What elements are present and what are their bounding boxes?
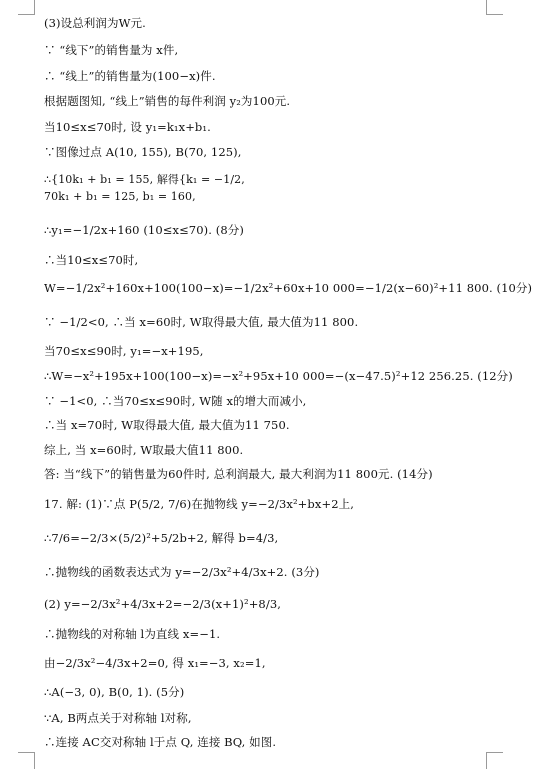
solution-line: ∴抛物线的对称轴 l为直线 x=−1.	[44, 627, 221, 641]
page-corner-mark	[18, 0, 35, 15]
solution-line: ∴ “线上”的销售量为(100−x)件.	[44, 69, 216, 83]
solution-line: ∵ “线下”的销售量为 x件,	[44, 43, 179, 57]
solution-line: 根据题图知, “线上”销售的每件利润 y₂为100元.	[44, 94, 291, 108]
solution-line: ∵ −1/2<0, ∴当 x=60时, W取得最大值, 最大值为11 800.	[44, 315, 359, 329]
solution-line: (2) y=−2/3x²+4/3x+2=−2/3(x+1)²+8/3,	[44, 597, 281, 611]
question-17-line: 17. 解: (1)∵点 P(5/2, 7/6)在抛物线 y=−2/3x²+bx+2上,	[44, 497, 354, 511]
solution-line: (3)设总利润为W元.	[44, 16, 146, 30]
solution-line: ∴当10≤x≤70时,	[44, 253, 139, 267]
solution-line: ∴A(−3, 0), B(0, 1). (5分)	[44, 685, 185, 699]
solution-line: 当10≤x≤70时, 设 y₁=k₁x+b₁.	[44, 120, 211, 134]
solution-line: ∴连接 AC交对称轴 l于点 Q, 连接 BQ, 如图.	[44, 735, 277, 749]
solution-line: ∴W=−x²+195x+100(100−x)=−x²+95x+10 000=−(x−47.5)²+12 256.25. (12分)	[44, 369, 513, 383]
solution-line: 由−2/3x²−4/3x+2=0, 得 x₁=−3, x₂=1,	[44, 656, 266, 670]
page-corner-mark	[18, 752, 35, 769]
page-corner-mark	[486, 0, 503, 15]
solution-line: 综上, 当 x=60时, W取最大值11 800.	[44, 443, 244, 457]
solution-line: ∵图像过点 A(10, 155), B(70, 125),	[44, 145, 242, 159]
solution-line: ∵A, B两点关于对称轴 l对称,	[44, 711, 192, 725]
solution-line: ∴当 x=70时, W取得最大值, 最大值为11 750.	[44, 418, 290, 432]
solution-line: 当70≤x≤90时, y₁=−x+195,	[44, 344, 204, 358]
solution-line: ∴抛物线的函数表达式为 y=−2/3x²+4/3x+2. (3分)	[44, 565, 320, 579]
solution-line: ∴y₁=−1/2x+160 (10≤x≤70). (8分)	[44, 223, 244, 237]
solution-line: W=−1/2x²+160x+100(100−x)=−1/2x²+60x+10 000=−1/2(x−60)²+11 800. (10分)	[44, 281, 533, 295]
equation-system-line: ∴{10k₁ + b₁ = 155, 解得{k₁ = −1/2,	[44, 173, 245, 186]
solution-line: ∵ −1<0, ∴当70≤x≤90时, W随 x的增大而减小,	[44, 394, 307, 408]
solution-line: ∴7/6=−2/3×(5/2)²+5/2b+2, 解得 b=4/3,	[44, 531, 279, 545]
equation-system-line: 70k₁ + b₁ = 125, b₁ = 160,	[44, 190, 196, 203]
answer-line: 答: 当“线下”的销售量为60件时, 总利润最大, 最大利润为11 800元. (14分)	[44, 467, 433, 481]
page-corner-mark	[486, 752, 503, 769]
